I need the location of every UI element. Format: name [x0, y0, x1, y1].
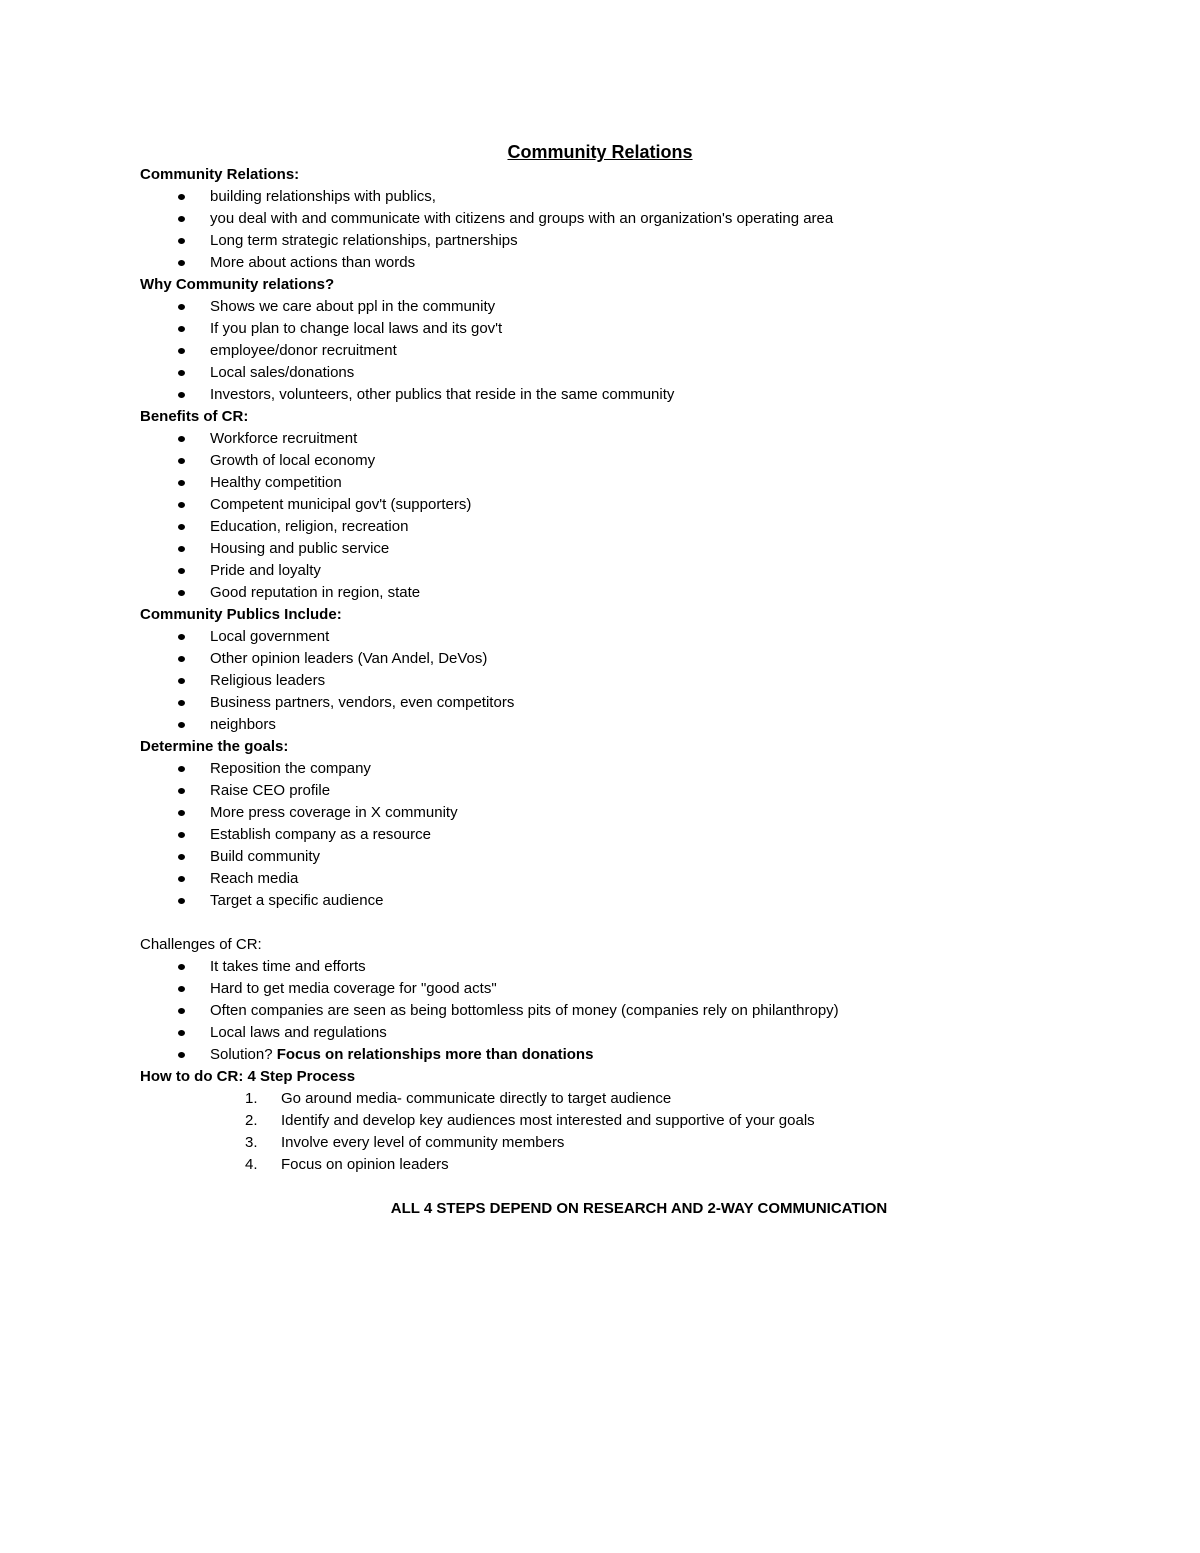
list-item: Build community [140, 846, 1060, 868]
section-heading: Community Relations: [140, 166, 300, 183]
bullet-icon [178, 656, 185, 662]
process-heading: How to do CR: 4 Step Process [140, 1068, 356, 1085]
bullet-icon [178, 832, 185, 838]
list-item: Other opinion leaders (Van Andel, DeVos) [140, 648, 1060, 670]
list-item: employee/donor recruitment [140, 340, 1060, 362]
bullet-icon [178, 634, 185, 640]
section-heading: Why Community relations? [140, 276, 335, 293]
bullet-icon [178, 546, 185, 552]
list-item: Local laws and regulations [140, 1022, 1060, 1044]
bullet-icon [178, 502, 185, 508]
solution-prefix: Solution? [210, 1046, 277, 1063]
bullet-icon [178, 678, 185, 684]
bullet-icon [178, 458, 185, 464]
list-item-solution [140, 1044, 1060, 1066]
bullet-icon [178, 436, 185, 442]
list-item: Healthy competition [140, 472, 1060, 494]
bullet-icon [178, 1030, 185, 1036]
list-item: Competent municipal gov't (supporters) [140, 494, 1060, 516]
list-item: Target a specific audience [140, 890, 1060, 912]
bullet-icon [178, 370, 185, 376]
solution-text: Focus on relationships more than donations [276, 1046, 594, 1063]
bullet-icon [178, 898, 185, 904]
list-item: More about actions than words [140, 252, 1060, 274]
list-item: you deal with and communicate with citizens and groups with an organization's operating area [140, 208, 1060, 230]
bullet-icon [178, 194, 185, 200]
list-item: Workforce recruitment [140, 428, 1060, 450]
bullet-icon [178, 788, 185, 794]
bullet-icon [178, 964, 185, 970]
bullet-icon [178, 854, 185, 860]
list-item: Local government [140, 626, 1060, 648]
list-item: Hard to get media coverage for "good acts" [140, 978, 1060, 1000]
bullet-icon [178, 722, 185, 728]
challenges-heading: Challenges of CR: [140, 936, 262, 953]
bullet-icon [178, 1008, 185, 1014]
step-item: 2. Identify and develop key audiences most interested and supportive of your goals [245, 1112, 815, 1129]
bullet-icon [178, 480, 185, 486]
numbered-list [140, 1088, 1060, 1176]
bullet-icon [178, 1052, 185, 1058]
blank-line [140, 912, 1060, 934]
list-item: If you plan to change local laws and its gov't [140, 318, 1060, 340]
bullet-icon [178, 304, 185, 310]
bullet-icon [178, 216, 185, 222]
bullet-list [140, 296, 1060, 406]
bullet-icon [178, 568, 185, 574]
footer-statement: ALL 4 STEPS DEPEND ON RESEARCH AND 2-WAY COMMUNICATION [390, 1200, 888, 1217]
bullet-icon [178, 326, 185, 332]
list-item: Business partners, vendors, even competitors [140, 692, 1060, 714]
bullet-list [140, 626, 1060, 736]
bullet-list [140, 186, 1060, 274]
list-item: Education, religion, recreation [140, 516, 1060, 538]
step-item: 3. Involve every level of community members [245, 1134, 565, 1151]
list-item: Shows we care about ppl in the community [140, 296, 1060, 318]
bullet-icon [178, 348, 185, 354]
list-item: Long term strategic relationships, partnerships [140, 230, 1060, 252]
list-item: Housing and public service [140, 538, 1060, 560]
list-item: Reach media [140, 868, 1060, 890]
bullet-icon [178, 590, 185, 596]
document-page [140, 140, 1060, 1220]
section-heading: Benefits of CR: [140, 408, 249, 425]
step-item: 4. Focus on opinion leaders [245, 1156, 449, 1173]
list-item: Local sales/donations [140, 362, 1060, 384]
bullet-icon [178, 766, 185, 772]
section-heading: Community Publics Include: [140, 606, 342, 623]
bullet-icon [178, 986, 185, 992]
step-item: 1. Go around media- communicate directly to target audience [245, 1090, 672, 1107]
bullet-list [140, 758, 1060, 912]
list-item: Growth of local economy [140, 450, 1060, 472]
list-item: neighbors [140, 714, 1060, 736]
list-item: More press coverage in X community [140, 802, 1060, 824]
bullet-list [140, 956, 1060, 1066]
bullet-icon [178, 524, 185, 530]
list-item: Often companies are seen as being bottomless pits of money (companies rely on philanthropy) [140, 1000, 1060, 1022]
bullet-icon [178, 392, 185, 398]
section-heading: Determine the goals: [140, 738, 289, 755]
list-item: Good reputation in region, state [140, 582, 1060, 604]
bullet-icon [178, 238, 185, 244]
list-item: Reposition the company [140, 758, 1060, 780]
document-title: Community Relations [507, 142, 693, 162]
list-item: Raise CEO profile [140, 780, 1060, 802]
bullet-list [140, 428, 1060, 604]
bullet-icon [178, 260, 185, 266]
list-item: It takes time and efforts [140, 956, 1060, 978]
list-item: Pride and loyalty [140, 560, 1060, 582]
list-item: Religious leaders [140, 670, 1060, 692]
list-item: Investors, volunteers, other publics that reside in the same community [140, 384, 1060, 406]
list-item: building relationships with publics, [140, 186, 1060, 208]
bullet-icon [178, 700, 185, 706]
bullet-icon [178, 876, 185, 882]
list-item: Establish company as a resource [140, 824, 1060, 846]
bullet-icon [178, 810, 185, 816]
